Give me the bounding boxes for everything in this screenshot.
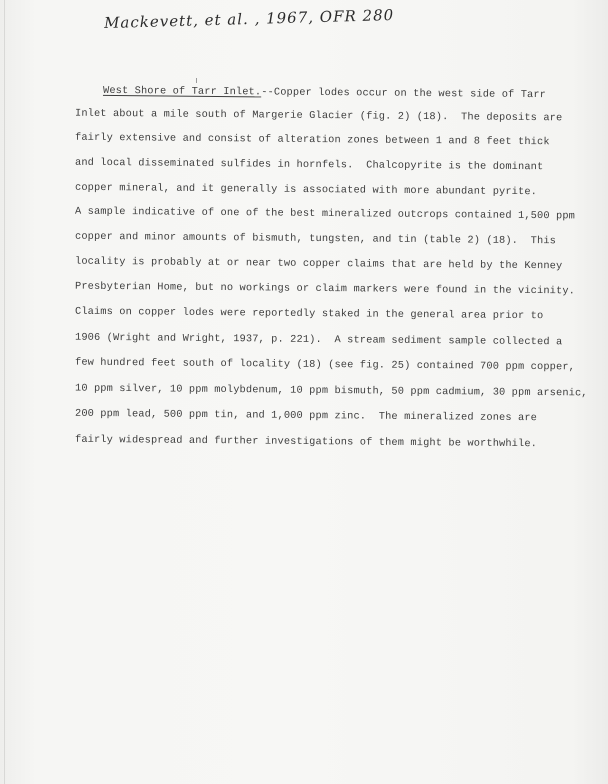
paragraph-line-6: A sample indicative of one of the best mineralized outcrops contained 1,500 ppm (74, 205, 576, 223)
paragraph-line-14: 200 ppm lead, 500 ppm tin, and 1,000 ppm zinc. The mineralized zones are (74, 407, 538, 425)
pencil-mark (196, 78, 197, 83)
paragraph-line-1 (103, 85, 546, 101)
paragraph-line-7: copper and minor amounts of bismuth, tungsten, and tin (table 2) (18). This (74, 230, 557, 248)
section-heading: West Shore of Tarr Inlet. (102, 84, 262, 99)
paragraph-line-3: fairly extensive and consist of alteration zones between 1 and 8 feet thick (74, 131, 550, 149)
page-edge (4, 0, 5, 784)
paragraph-line-2: Inlet about a mile south of Margerie Glacier (fig. 2) (18). The deposits are (74, 107, 563, 125)
paragraph-line-15: fairly widespread and further investigations of them might be worthwhile. (74, 433, 538, 451)
paragraph-line-11: 1906 (Wright and Wright, 1937, p. 221). A stream sediment sample collected a (74, 331, 563, 349)
paragraph-line-10: Claims on copper lodes were reportedly staked in the general area prior to (74, 305, 544, 323)
paragraph-line-12: few hundred feet south of locality (18) (see fig. 25) contained 700 ppm copper, (74, 356, 576, 374)
paragraph-line-4: and local disseminated sulfides in hornfels. Chalcopyrite is the dominant (74, 156, 544, 174)
paragraph-line-13: 10 ppm silver, 10 ppm molybdenum, 10 ppm bismuth, 50 ppm cadmium, 30 ppm arsenic, (74, 382, 588, 400)
paragraph-line-8: locality is probably at or near two copper claims that are held by the Kenney (74, 255, 563, 273)
line-text: --Copper lodes occur on the west side of Tarr (261, 86, 547, 102)
handwritten-citation: Mackevett, et al. , 1967, OFR 280 (103, 5, 395, 33)
paragraph-line-9: Presbyterian Home, but no workings or claim markers were found in the vicinity. (74, 280, 576, 298)
paragraph-line-5: copper mineral, and it generally is associated with more abundant pyrite. (74, 181, 538, 199)
